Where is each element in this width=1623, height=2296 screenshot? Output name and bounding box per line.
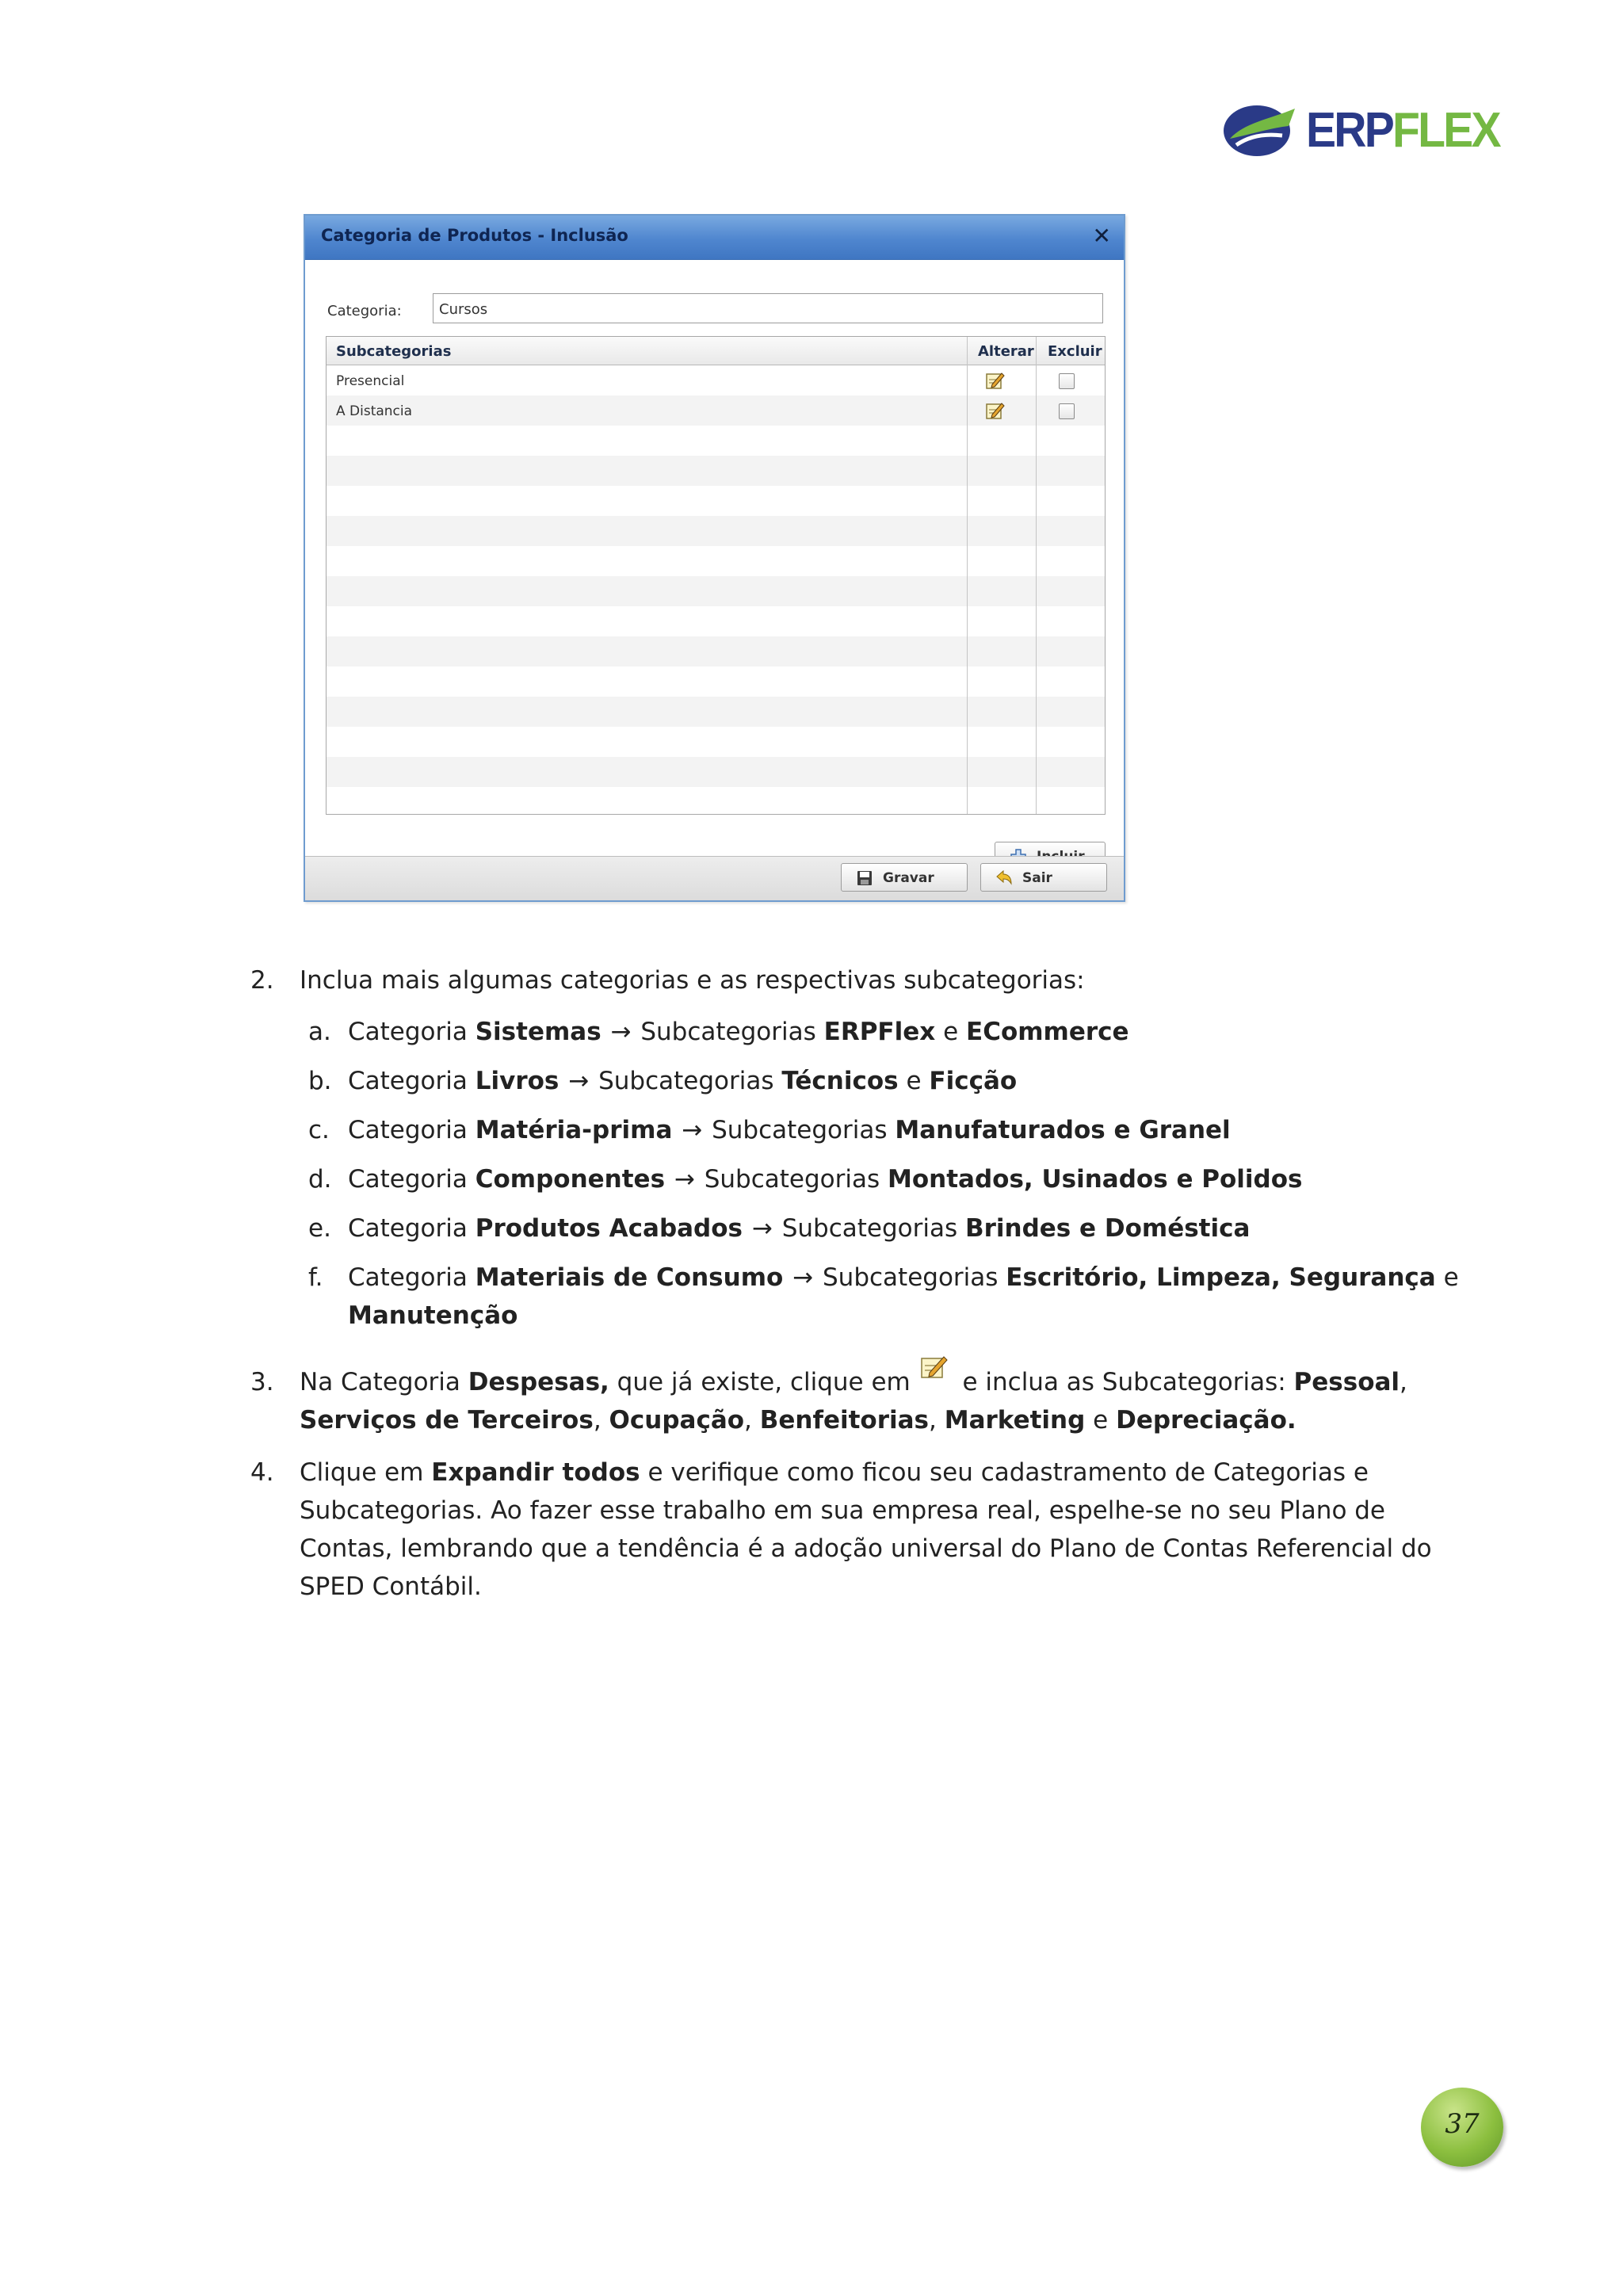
column-header-alterar[interactable]: Alterar xyxy=(978,343,1034,360)
dialog-titlebar xyxy=(305,216,1124,260)
table-row[interactable] xyxy=(327,365,1105,395)
edit-icon xyxy=(918,1352,950,1381)
logo-wordmark: ERPFLEX xyxy=(1306,103,1499,158)
category-label: Categoria: xyxy=(327,303,402,319)
empty-row xyxy=(327,516,1105,546)
dialog-body xyxy=(305,260,1124,829)
gravar-label: Gravar xyxy=(883,870,934,886)
subitem-b: Categoria Livros → Subcategorias Técnicos e Ficção xyxy=(348,1067,1018,1095)
subcategories-grid xyxy=(326,336,1106,815)
subitem-c: Categoria Matéria-prima → Subcategorias Manufaturados e Granel xyxy=(348,1116,1231,1144)
column-header-subcategorias[interactable]: Subcategorias xyxy=(336,343,452,360)
item-number: 4. xyxy=(250,1458,274,1487)
subitem-letter: a. xyxy=(308,1018,331,1046)
item3-text: Na Categoria Despesas, que já existe, clique em e inclua as Subcategorias: Pessoal, Serviços de Terceiros, Ocupação, Benfeitorias, Marketing e Depreciação. xyxy=(300,1363,1472,1439)
gravar-button[interactable] xyxy=(841,863,968,892)
column-divider xyxy=(967,337,968,814)
erpflex-logo xyxy=(1220,99,1499,162)
empty-row xyxy=(327,757,1105,787)
grid-header xyxy=(327,337,1105,365)
dialog-footer xyxy=(305,856,1124,900)
edit-icon[interactable] xyxy=(984,370,1005,391)
subcategory-name: Presencial xyxy=(336,373,405,389)
subcategory-name: A Distancia xyxy=(336,403,413,419)
page-number: 37 xyxy=(1445,2108,1480,2140)
column-divider xyxy=(1036,337,1037,814)
subitem-d: Categoria Componentes → Subcategorias Montados, Usinados e Polidos xyxy=(348,1165,1303,1194)
page-number-badge xyxy=(1421,2088,1503,2167)
delete-checkbox[interactable] xyxy=(1059,373,1075,389)
subitem-a: Categoria Sistemas → Subcategorias ERPFlex e ECommerce xyxy=(348,1018,1129,1046)
arrow-icon: → xyxy=(674,1165,695,1194)
swoosh-icon xyxy=(1220,99,1300,159)
sair-button[interactable] xyxy=(980,863,1107,892)
subitem-letter: e. xyxy=(308,1214,331,1243)
category-input[interactable]: Cursos xyxy=(433,293,1103,323)
close-icon[interactable]: ✕ xyxy=(1092,223,1111,249)
empty-row xyxy=(327,636,1105,667)
table-row[interactable] xyxy=(327,395,1105,426)
item-number: 2. xyxy=(250,966,274,995)
subitem-letter: c. xyxy=(308,1116,330,1144)
subitem-letter: f. xyxy=(308,1263,323,1292)
subitem-f: Categoria Materiais de Consumo → Subcategorias Escritório, Limpeza, Segurança e Manutenção xyxy=(348,1263,1459,1330)
edit-icon[interactable] xyxy=(984,400,1005,421)
save-icon xyxy=(856,869,873,887)
undo-arrow-icon xyxy=(995,869,1013,887)
arrow-icon: → xyxy=(751,1214,773,1243)
arrow-icon: → xyxy=(568,1067,590,1095)
subitem-letter: d. xyxy=(308,1165,332,1194)
dialog-title: Categoria de Produtos - Inclusão xyxy=(321,226,628,245)
item-number: 3. xyxy=(250,1368,274,1396)
item2-text: Inclua mais algumas categorias e as respectivas subcategorias: xyxy=(300,966,1085,995)
delete-checkbox[interactable] xyxy=(1059,403,1075,419)
empty-row xyxy=(327,456,1105,486)
arrow-icon: → xyxy=(682,1116,703,1144)
subitem-e: Categoria Produtos Acabados → Subcategorias Brindes e Doméstica xyxy=(348,1214,1251,1243)
sair-label: Sair xyxy=(1022,870,1052,886)
arrow-icon: → xyxy=(792,1263,814,1292)
empty-row xyxy=(327,697,1105,727)
subitem-letter: b. xyxy=(308,1067,332,1095)
item4-text: Clique em Expandir todos e verifique como ficou seu cadastramento de Categorias e Subcategorias. Ao fazer esse trabalho em sua empresa real, espelhe-se no seu Plano de Contas, lembrando que a tendência é a adoção universal do Plano de Contas Referencial do SPED Contábil. xyxy=(300,1458,1432,1601)
arrow-icon: → xyxy=(610,1018,632,1046)
empty-row xyxy=(327,576,1105,606)
categoria-dialog xyxy=(304,214,1125,902)
column-header-excluir[interactable]: Excluir xyxy=(1048,343,1102,360)
